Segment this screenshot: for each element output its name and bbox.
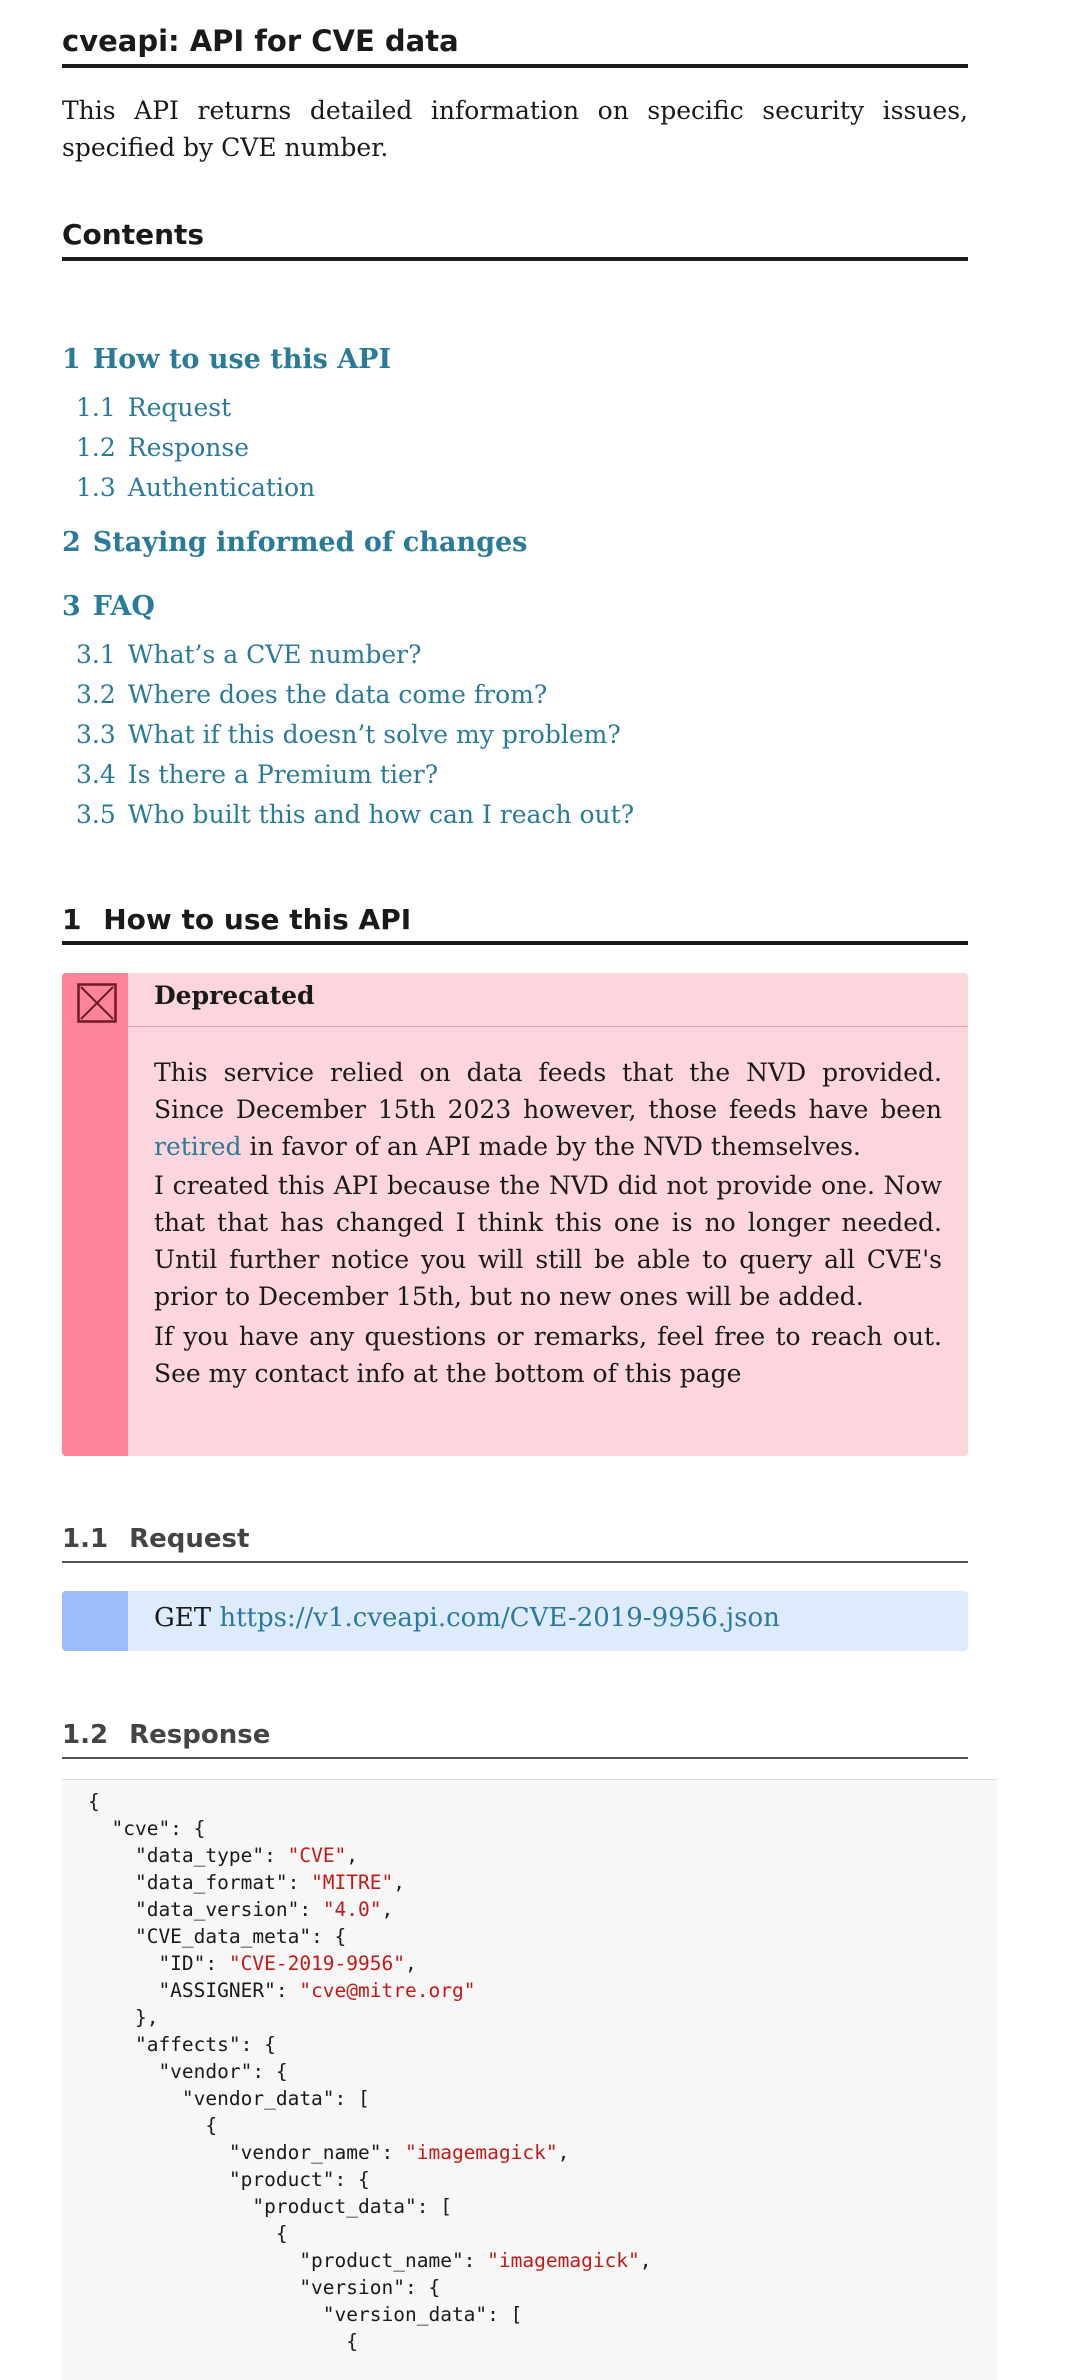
- code-text: "product_data": [: [88, 2195, 452, 2218]
- request-line: [154, 1603, 780, 1633]
- toc-item-3-1[interactable]: 3.1 What’s a CVE number?: [76, 640, 422, 669]
- code-text: "CVE_data_meta": {: [88, 1925, 347, 1948]
- code-text: },: [88, 2006, 159, 2029]
- code-line: [88, 1842, 652, 1869]
- intro-paragraph: This API returns detailed information on specific security issues, specified by CVE number.: [62, 96, 968, 162]
- code-line: [88, 1977, 652, 2004]
- code-line: [88, 1788, 652, 1815]
- callout-paragraph-2: I created this API because the NVD did not provide one. Now that that has changed I think this one is no longer needed. Until further notice you will still be able to query all CVE's prior to December 15th, but no new ones will be added.: [154, 1171, 942, 1311]
- code-text: "version": {: [88, 2276, 441, 2299]
- code-text: "vendor_data": [: [88, 2087, 370, 2110]
- deprecated-callout: [62, 973, 968, 1456]
- code-line: [88, 1815, 652, 1842]
- code-text: {: [88, 2114, 218, 2137]
- toc-item-3-3[interactable]: 3.3 What if this doesn’t solve my problem?: [76, 720, 621, 749]
- code-text: "version_data": [: [88, 2303, 523, 2326]
- toc-item-3-2[interactable]: 3.2 Where does the data come from?: [76, 680, 548, 709]
- code-punct: ,: [346, 1844, 359, 1867]
- code-string: "CVE-2019-9956": [228, 1952, 405, 1975]
- code-text: "data_version":: [88, 1898, 323, 1921]
- page-title: cveapi: API for CVE data: [62, 24, 459, 58]
- code-string: "4.0": [322, 1898, 382, 1921]
- response-heading: 1.2 Response: [62, 1720, 271, 1750]
- code-text: "data_format":: [88, 1871, 312, 1894]
- code-text: "cve": {: [88, 1817, 206, 1840]
- contents-rule: [62, 257, 968, 261]
- code-text: "product_name":: [88, 2249, 488, 2272]
- toc-item-1-1[interactable]: 1.1 Request: [76, 393, 232, 422]
- callout-paragraph-3: If you have any questions or remarks, feel free to reach out. See my contact info at the bottom of this page: [154, 1322, 942, 1388]
- title-rule: [62, 64, 968, 68]
- request-bar: [62, 1591, 128, 1651]
- close-box-icon: [77, 983, 117, 1023]
- code-text: "data_type":: [88, 1844, 288, 1867]
- code-text: {: [88, 2330, 359, 2353]
- code-line: [88, 2004, 652, 2031]
- toc-item-3-4[interactable]: 3.4 Is there a Premium tier?: [76, 760, 439, 789]
- section-1-rule: [62, 941, 968, 945]
- code-line: [88, 1923, 652, 1950]
- toc-item-1-3[interactable]: 1.3 Authentication: [76, 473, 316, 502]
- toc-item-2[interactable]: 2 Staying informed of changes: [62, 527, 528, 558]
- request-rule: [62, 1561, 968, 1563]
- code-text: "vendor_name":: [88, 2141, 405, 2164]
- callout-bar: [62, 973, 128, 1456]
- toc-item-3[interactable]: 3 FAQ: [62, 591, 155, 622]
- callout-divider: [128, 1026, 968, 1027]
- code-line: [88, 1896, 652, 1923]
- code-line: [88, 1950, 652, 1977]
- code-punct: ,: [393, 1871, 405, 1894]
- code-punct: ,: [381, 1898, 394, 1921]
- response-rule: [62, 1757, 968, 1759]
- code-text: "ID":: [88, 1952, 229, 1975]
- code-line: [88, 2058, 652, 2085]
- code-line: [88, 2112, 652, 2139]
- code-punct: ,: [557, 2141, 570, 2164]
- code-string: "imagemagick": [404, 2141, 558, 2164]
- code-line: [88, 2085, 652, 2112]
- code-string: "cve@mitre.org": [299, 1979, 476, 2002]
- request-heading: 1.1 Request: [62, 1524, 250, 1554]
- response-code-block[interactable]: [62, 1779, 997, 2380]
- code-text: "affects": {: [88, 2033, 276, 2056]
- code-string: "CVE": [287, 1844, 347, 1867]
- response-json: [88, 1788, 652, 2355]
- code-text: "product": {: [88, 2168, 370, 2191]
- code-line: [88, 2301, 652, 2328]
- request-box: [62, 1591, 968, 1651]
- code-line: [88, 2220, 652, 2247]
- section-heading-1: 1 How to use this API: [62, 903, 412, 936]
- code-text: {: [88, 2222, 288, 2245]
- callout-paragraph-1: This service relied on data feeds that the NVD provided. Since December 15th 2023 however, those feeds have been retired in favor of an API made by the NVD themselves.: [154, 1058, 942, 1161]
- toc-item-1[interactable]: 1 How to use this API: [62, 344, 392, 375]
- code-line: [88, 1869, 652, 1896]
- code-string: "MITRE": [311, 1871, 394, 1894]
- code-line: [88, 2247, 652, 2274]
- toc-item-3-5[interactable]: 3.5 Who built this and how can I reach out?: [76, 800, 635, 829]
- request-url-link[interactable]: https://v1.cveapi.com/CVE-2019-9956.json: [219, 1603, 780, 1633]
- toc-item-1-2[interactable]: 1.2 Response: [76, 433, 249, 462]
- http-method: GET: [154, 1603, 212, 1633]
- code-string: "imagemagick": [487, 2249, 640, 2272]
- code-text: "vendor": {: [88, 2060, 288, 2083]
- code-text: "ASSIGNER":: [88, 1979, 300, 2002]
- code-line: [88, 2031, 652, 2058]
- code-line: [88, 2166, 652, 2193]
- code-punct: ,: [639, 2249, 652, 2272]
- callout-title: Deprecated: [154, 981, 315, 1010]
- contents-heading: Contents: [62, 218, 205, 251]
- retired-link[interactable]: retired: [154, 1132, 242, 1161]
- code-punct: ,: [405, 1952, 417, 1975]
- code-line: [88, 2274, 652, 2301]
- code-line: [88, 2328, 652, 2355]
- code-line: [88, 2193, 652, 2220]
- code-text: {: [88, 1790, 100, 1813]
- code-line: [88, 2139, 652, 2166]
